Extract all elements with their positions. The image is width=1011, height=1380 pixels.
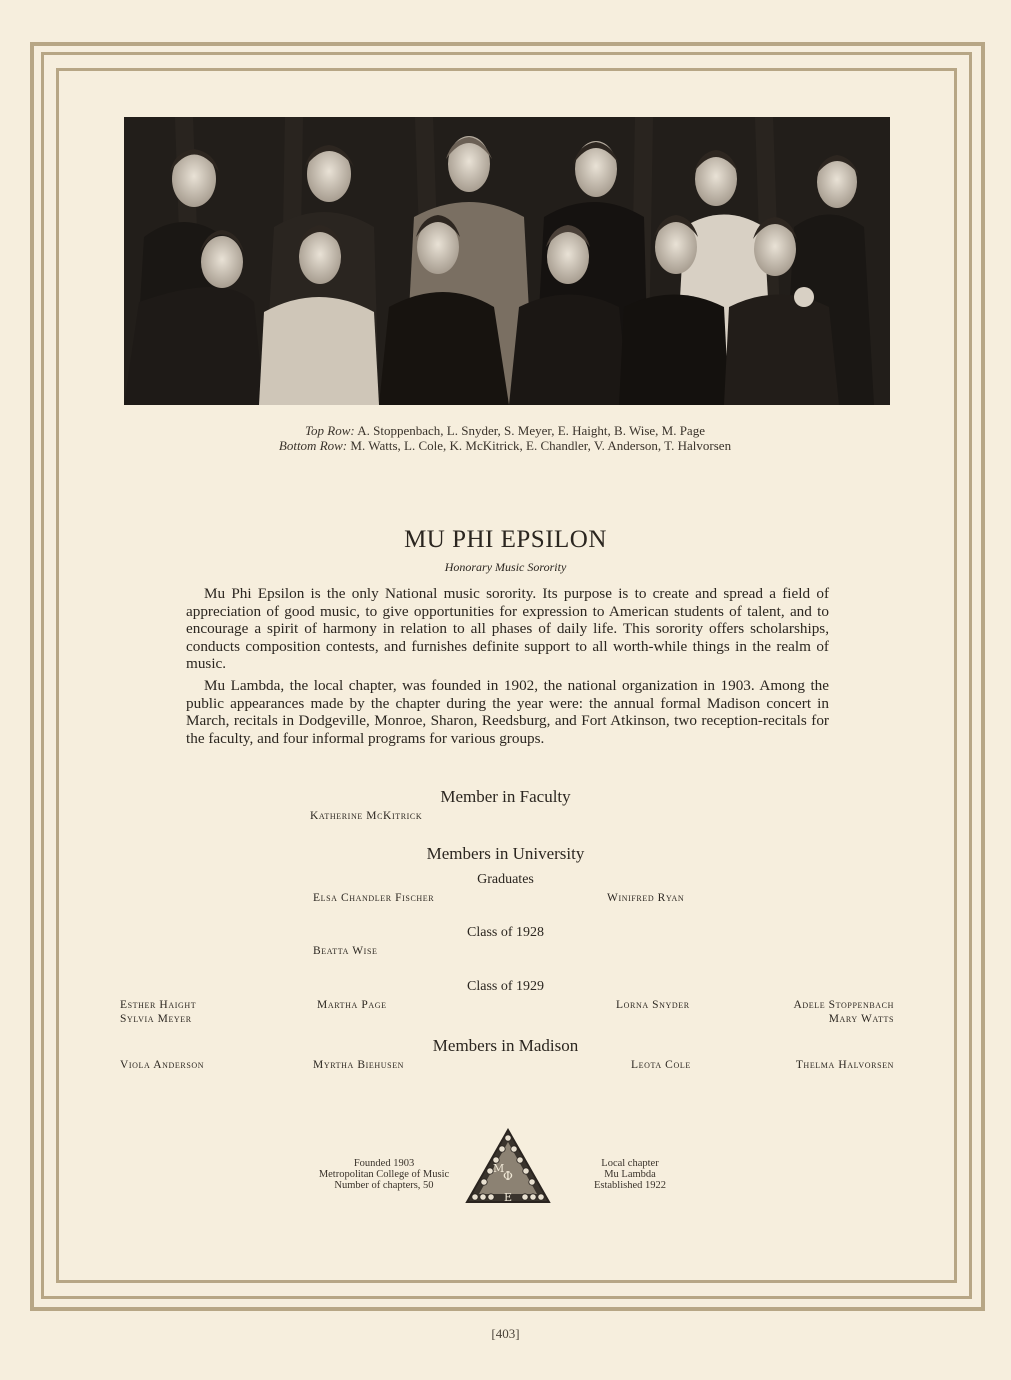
paragraph-chapter: Mu Lambda, the local chapter, was founded in 1902, the national organization in 1903. Among the public appearances made by the chapter during the year were: the annual formal Madison concert in March, recitals in Dodgeville, Monroe, Sharon, Reedsburg, and Fort Atkinson, two reception-recitals for the faculty, and four informal programs for various groups.: [186, 677, 829, 747]
madison-member: Viola Anderson: [120, 1059, 205, 1071]
emblem-letter: E: [504, 1191, 513, 1204]
madison-heading: Members in Madison: [432, 1036, 579, 1055]
caption-top-label: Top Row:: [305, 423, 355, 438]
class-1928-heading: Class of 1928: [467, 925, 544, 940]
class-1929-member: Adele Stoppenbach: [793, 999, 894, 1011]
madison-member: Myrtha Biehusen: [313, 1059, 405, 1071]
graduate-member: Winifred Ryan: [607, 892, 685, 904]
caption-top-row: [120, 423, 890, 439]
group-photo: [124, 117, 890, 405]
caption-bottom-names: M. Watts, L. Cole, K. McKitrick, E. Chandler, V. Anderson, T. Halvorsen: [347, 438, 732, 453]
chapter-info: [570, 1158, 690, 1191]
emblem-letter: Φ: [503, 1169, 513, 1183]
class-1929-heading: Class of 1929: [467, 979, 544, 994]
founding-info: [300, 1158, 468, 1191]
mu-phi-epsilon-triangle-icon: [465, 1128, 551, 1204]
page-number: [403]: [491, 1326, 520, 1341]
graduate-member: Elsa Chandler Fischer: [313, 892, 435, 904]
madison-member: Thelma Halvorsen: [795, 1059, 894, 1071]
faculty-member: Katherine McKitrick: [310, 810, 423, 822]
chapter-line: Established 1922: [593, 1180, 667, 1191]
madison-member: Leota Cole: [631, 1059, 691, 1071]
paragraph-purpose: Mu Phi Epsilon is the only National music sorority. Its purpose is to create and spread a field of appreciation of good music, to give opportunities for expression to American students of talent, and to encourage a spirit of harmony in relation to all phases of daily life. This sorority offers scholarships, conducts composition contests, and furnishes definite support to all worth-while things in the realm of music.: [186, 585, 829, 672]
class-1929-member: Mary Watts: [828, 1013, 894, 1025]
class-1929-member: Sylvia Meyer: [120, 1013, 192, 1025]
university-heading: Members in University: [426, 844, 585, 863]
class-1929-member: Esther Haight: [120, 999, 197, 1011]
founding-line: Founded 1903: [353, 1158, 415, 1169]
class-1929-member: Lorna Snyder: [616, 999, 690, 1011]
caption-bottom-label: Bottom Row:: [278, 438, 348, 453]
page-title: MU PHI EPSILON: [404, 526, 607, 553]
founding-line: Number of chapters, 50: [334, 1180, 434, 1191]
graduates-heading: Graduates: [477, 872, 534, 887]
emblem-letter: M: [493, 1162, 505, 1175]
group-photo-illustration: [124, 117, 890, 405]
chapter-line: Mu Lambda: [604, 1169, 656, 1180]
chapter-line: Local chapter: [601, 1158, 659, 1169]
caption-bottom-row: [120, 438, 890, 454]
class-1929-member: Martha Page: [317, 999, 387, 1011]
caption-top-names: A. Stoppenbach, L. Snyder, S. Meyer, E. Haight, B. Wise, M. Page: [354, 423, 705, 438]
page-subtitle: Honorary Music Sorority: [444, 560, 567, 574]
founding-line: Metropolitan College of Music: [318, 1169, 450, 1180]
faculty-heading: Member in Faculty: [440, 787, 571, 806]
class-1928-member: Beatta Wise: [313, 945, 378, 957]
